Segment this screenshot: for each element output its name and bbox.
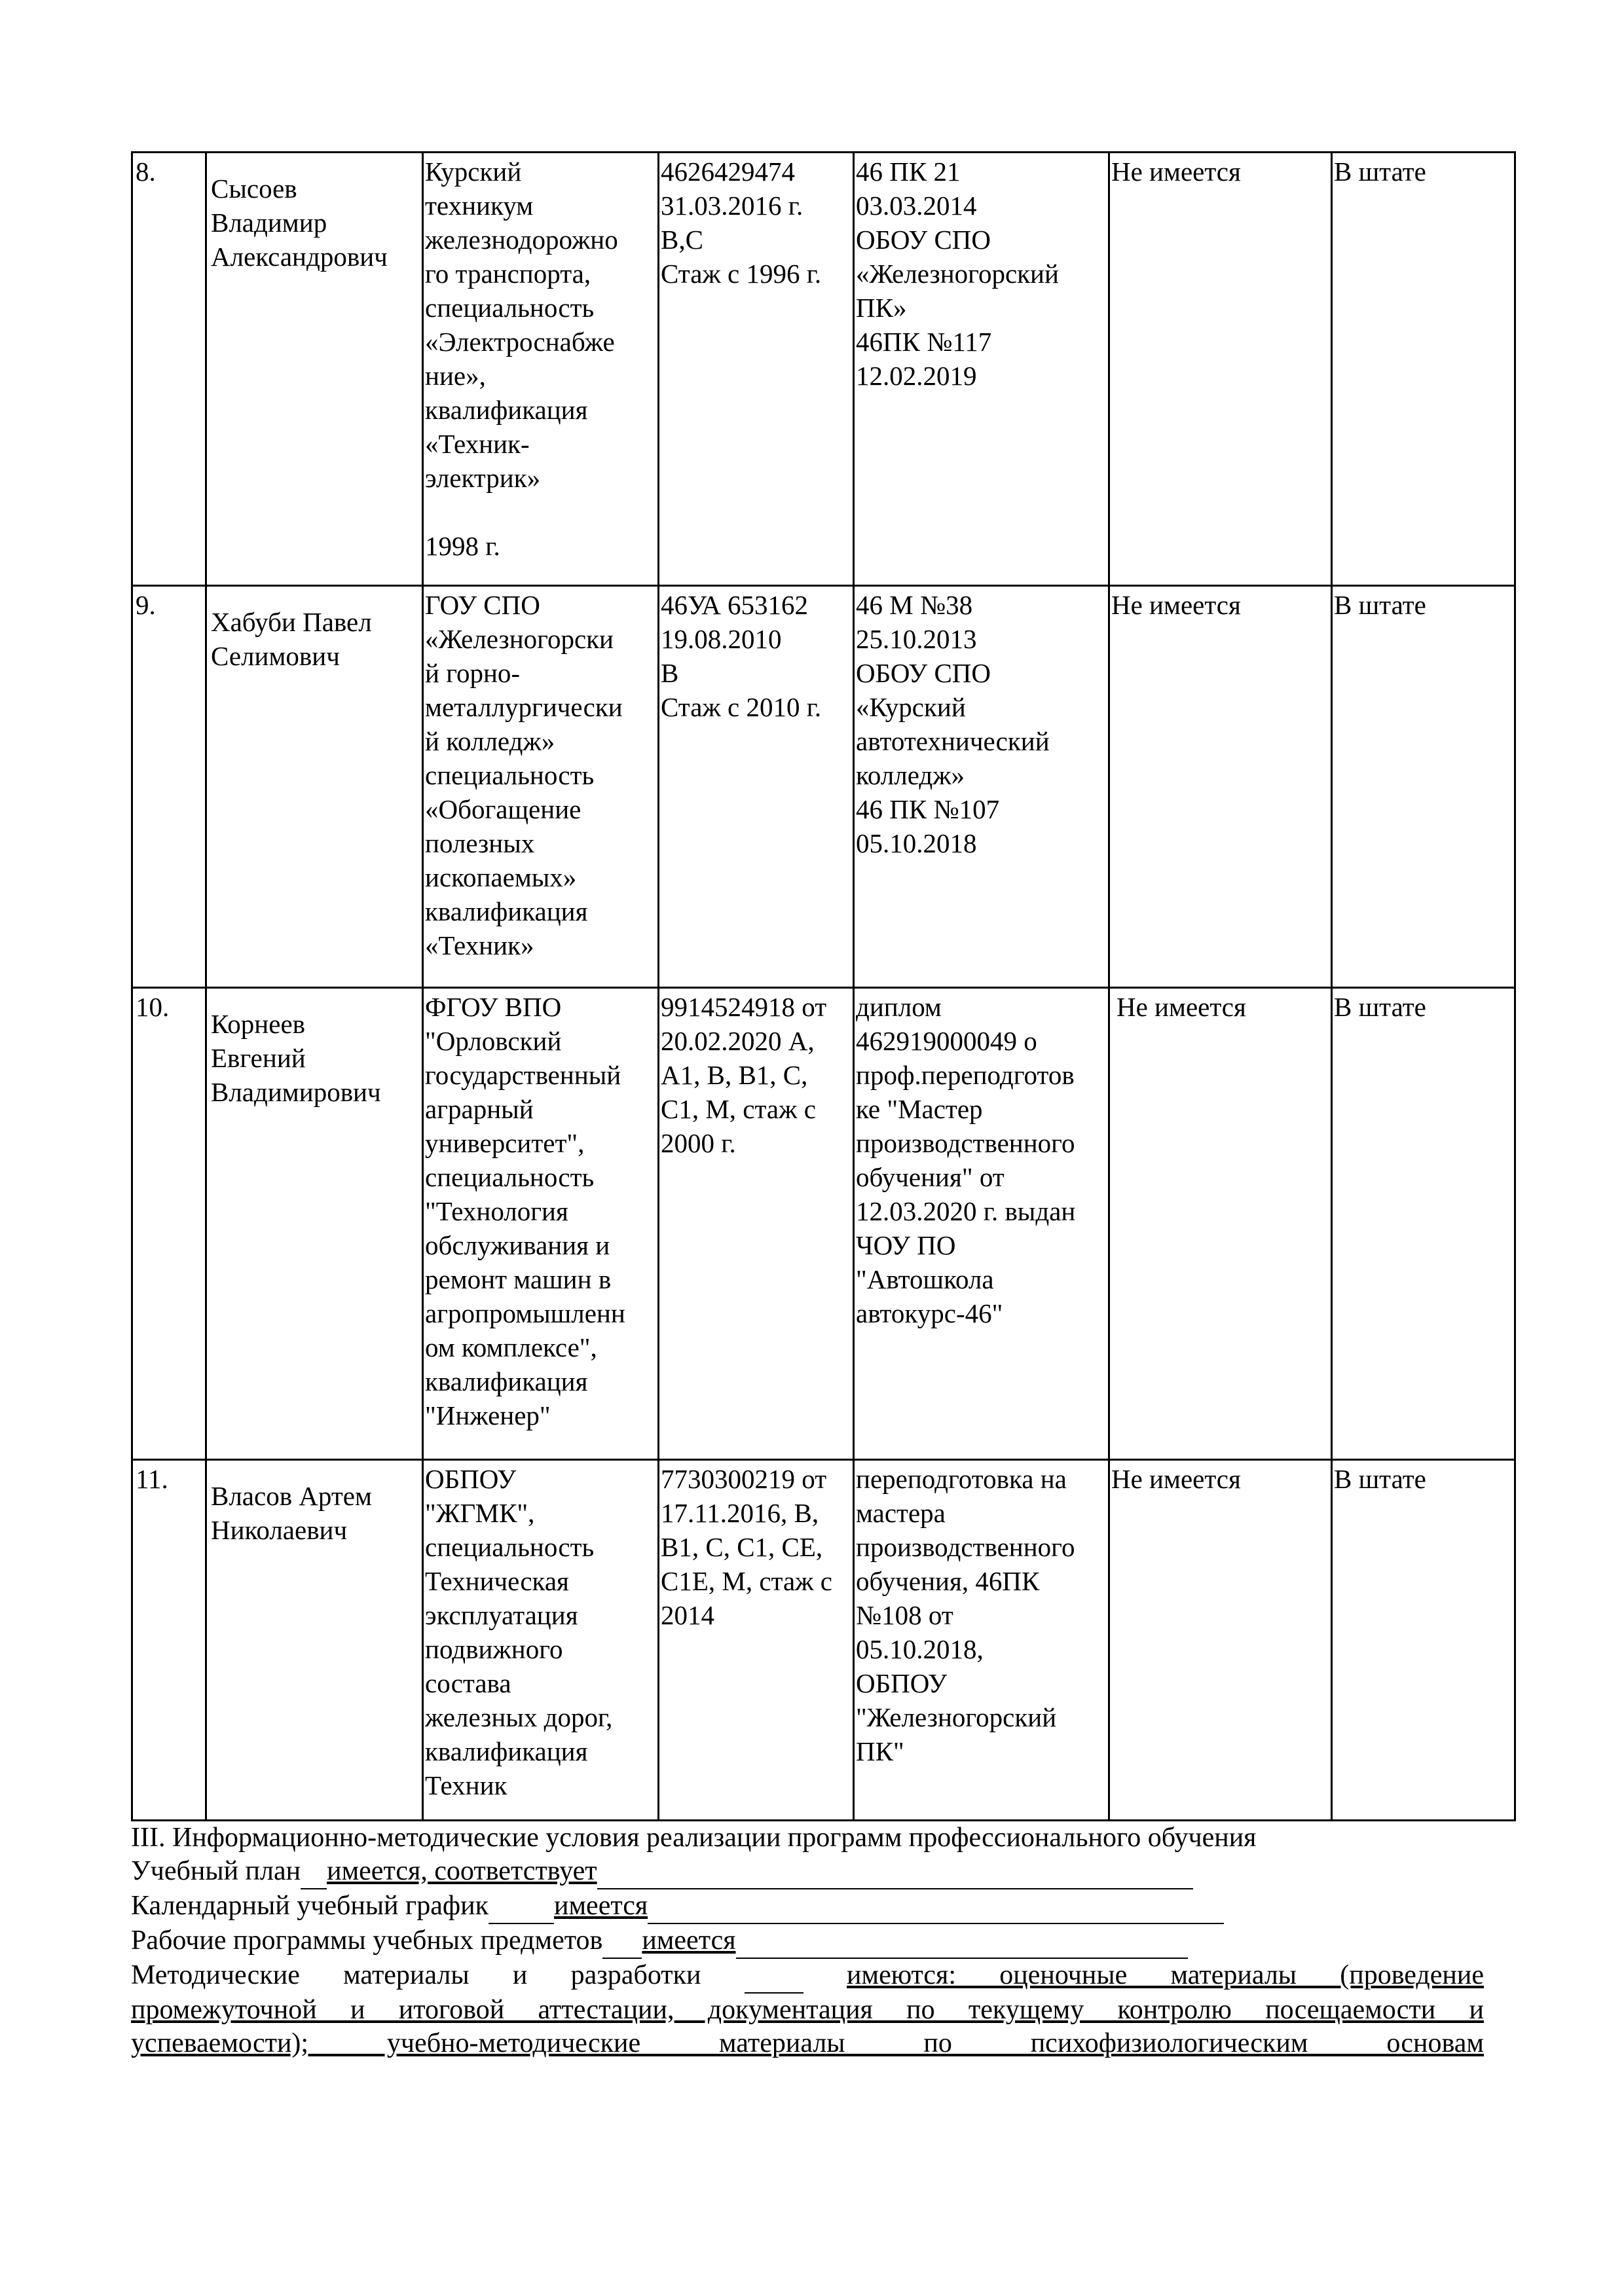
license-cell: 7730300219 от 17.11.2016, В, В1, С, С1, СЕ, С1Е, М, стаж с 2014 <box>659 1460 854 1821</box>
curriculum-value: имеется, соответствует <box>327 1856 597 1886</box>
schedule-line <box>131 1889 1484 1924</box>
employment-cell: В штате <box>1332 153 1515 586</box>
employment-cell: В штате <box>1332 988 1515 1460</box>
employee-name: Хабуби Павел Селимович <box>206 586 423 988</box>
methods-value: имеются: оценочные материалы (проведение <box>847 1960 1484 1990</box>
row-number: 11. <box>132 1460 206 1821</box>
certificate-cell: 46 М №38 25.10.2013 ОБОУ СПО «Курский автотехнический колледж» 46 ПК №107 05.10.2018 <box>854 586 1109 988</box>
table-row <box>132 153 1515 586</box>
education-cell: ОБПОУ "ЖГМК", специальность Техническая эксплуатация подвижного состава железных дорог, квалификация Техник <box>423 1460 659 1821</box>
employee-name: Власов Артем Николаевич <box>206 1460 423 1821</box>
row-number: 10. <box>132 988 206 1460</box>
employment-cell: В штате <box>1332 586 1515 988</box>
methods-label: Методические материалы и разработки <box>131 1960 701 1990</box>
table-row <box>132 586 1515 988</box>
methods-line-3: успеваемости); учебно-методические материалы по психофизиологическим основам <box>131 2028 1484 2058</box>
schedule-value: имеется <box>554 1891 648 1921</box>
certificate-cell: диплом 462919000049 о проф.переподготов ке "Мастер производственного обучения" от 12.03.2020 г. выдан ЧОУ ПО "Автошкола автокурс-46" <box>854 988 1109 1460</box>
certificate-cell: переподготовка на мастера производственного обучения, 46ПК №108 от 05.10.2018, ОБПОУ "Железногорский ПК" <box>854 1460 1109 1821</box>
methods-line-2: промежуточной и итоговой аттестации, документация по текущему контролю посещаемости и <box>131 1995 1484 2025</box>
employee-name: Сысоев Владимир Александрович <box>206 153 423 586</box>
employment-cell: В штате <box>1332 1460 1515 1821</box>
employee-name: Корнеев Евгений Владимирович <box>206 988 423 1460</box>
education-cell: ФГОУ ВПО "Орловский государственный аграрный университет", специальность "Технология обслуживания и ремонт машин в агропромышленн ом комплексе", квалификация "Инженер" <box>423 988 659 1460</box>
programs-line <box>131 1924 1484 1959</box>
certificate-cell: 46 ПК 21 03.03.2014 ОБОУ СПО «Железногорский ПК» 46ПК №117 12.02.2019 <box>854 153 1109 586</box>
license-cell: 9914524918 от 20.02.2020 А, А1, В, В1, С, С1, М, стаж с 2000 г. <box>659 988 854 1460</box>
row-number: 8. <box>132 153 206 586</box>
table-row <box>132 988 1515 1460</box>
programs-value: имеется <box>642 1925 736 1956</box>
row-number: 9. <box>132 586 206 988</box>
status-cell: Не имеется <box>1109 586 1332 988</box>
curriculum-label: Учебный план <box>131 1856 301 1886</box>
license-cell: 4626429474 31.03.2016 г. В,С Стаж с 1996 г. <box>659 153 854 586</box>
license-cell: 46УА 653162 19.08.2010 В Стаж с 2010 г. <box>659 586 854 988</box>
status-cell: Не имеется <box>1109 1460 1332 1821</box>
methods-line <box>131 1959 1484 1994</box>
table-row <box>132 1460 1515 1821</box>
programs-label: Рабочие программы учебных предметов <box>131 1925 603 1956</box>
section-heading: III. Информационно-методические условия реализации программ профессионального обучения <box>131 1823 1257 1853</box>
staff-table <box>131 151 1516 1821</box>
status-cell: Не имеется <box>1109 153 1332 586</box>
status-cell: Не имеется <box>1109 988 1332 1460</box>
schedule-label: Календарный учебный график <box>131 1891 489 1921</box>
curriculum-line <box>131 1855 1484 1889</box>
education-cell: ГОУ СПО «Железногорски й горно- металлургически й колледж» специальность «Обогащение полезных ископаемых» квалификация «Техник» <box>423 586 659 988</box>
section-3 <box>131 1821 1484 2060</box>
education-cell: Курский техникум железнодорожно го транспорта, специальность «Электроснабже ние», квалификация «Техник- электрик» 1998 г. <box>423 153 659 586</box>
